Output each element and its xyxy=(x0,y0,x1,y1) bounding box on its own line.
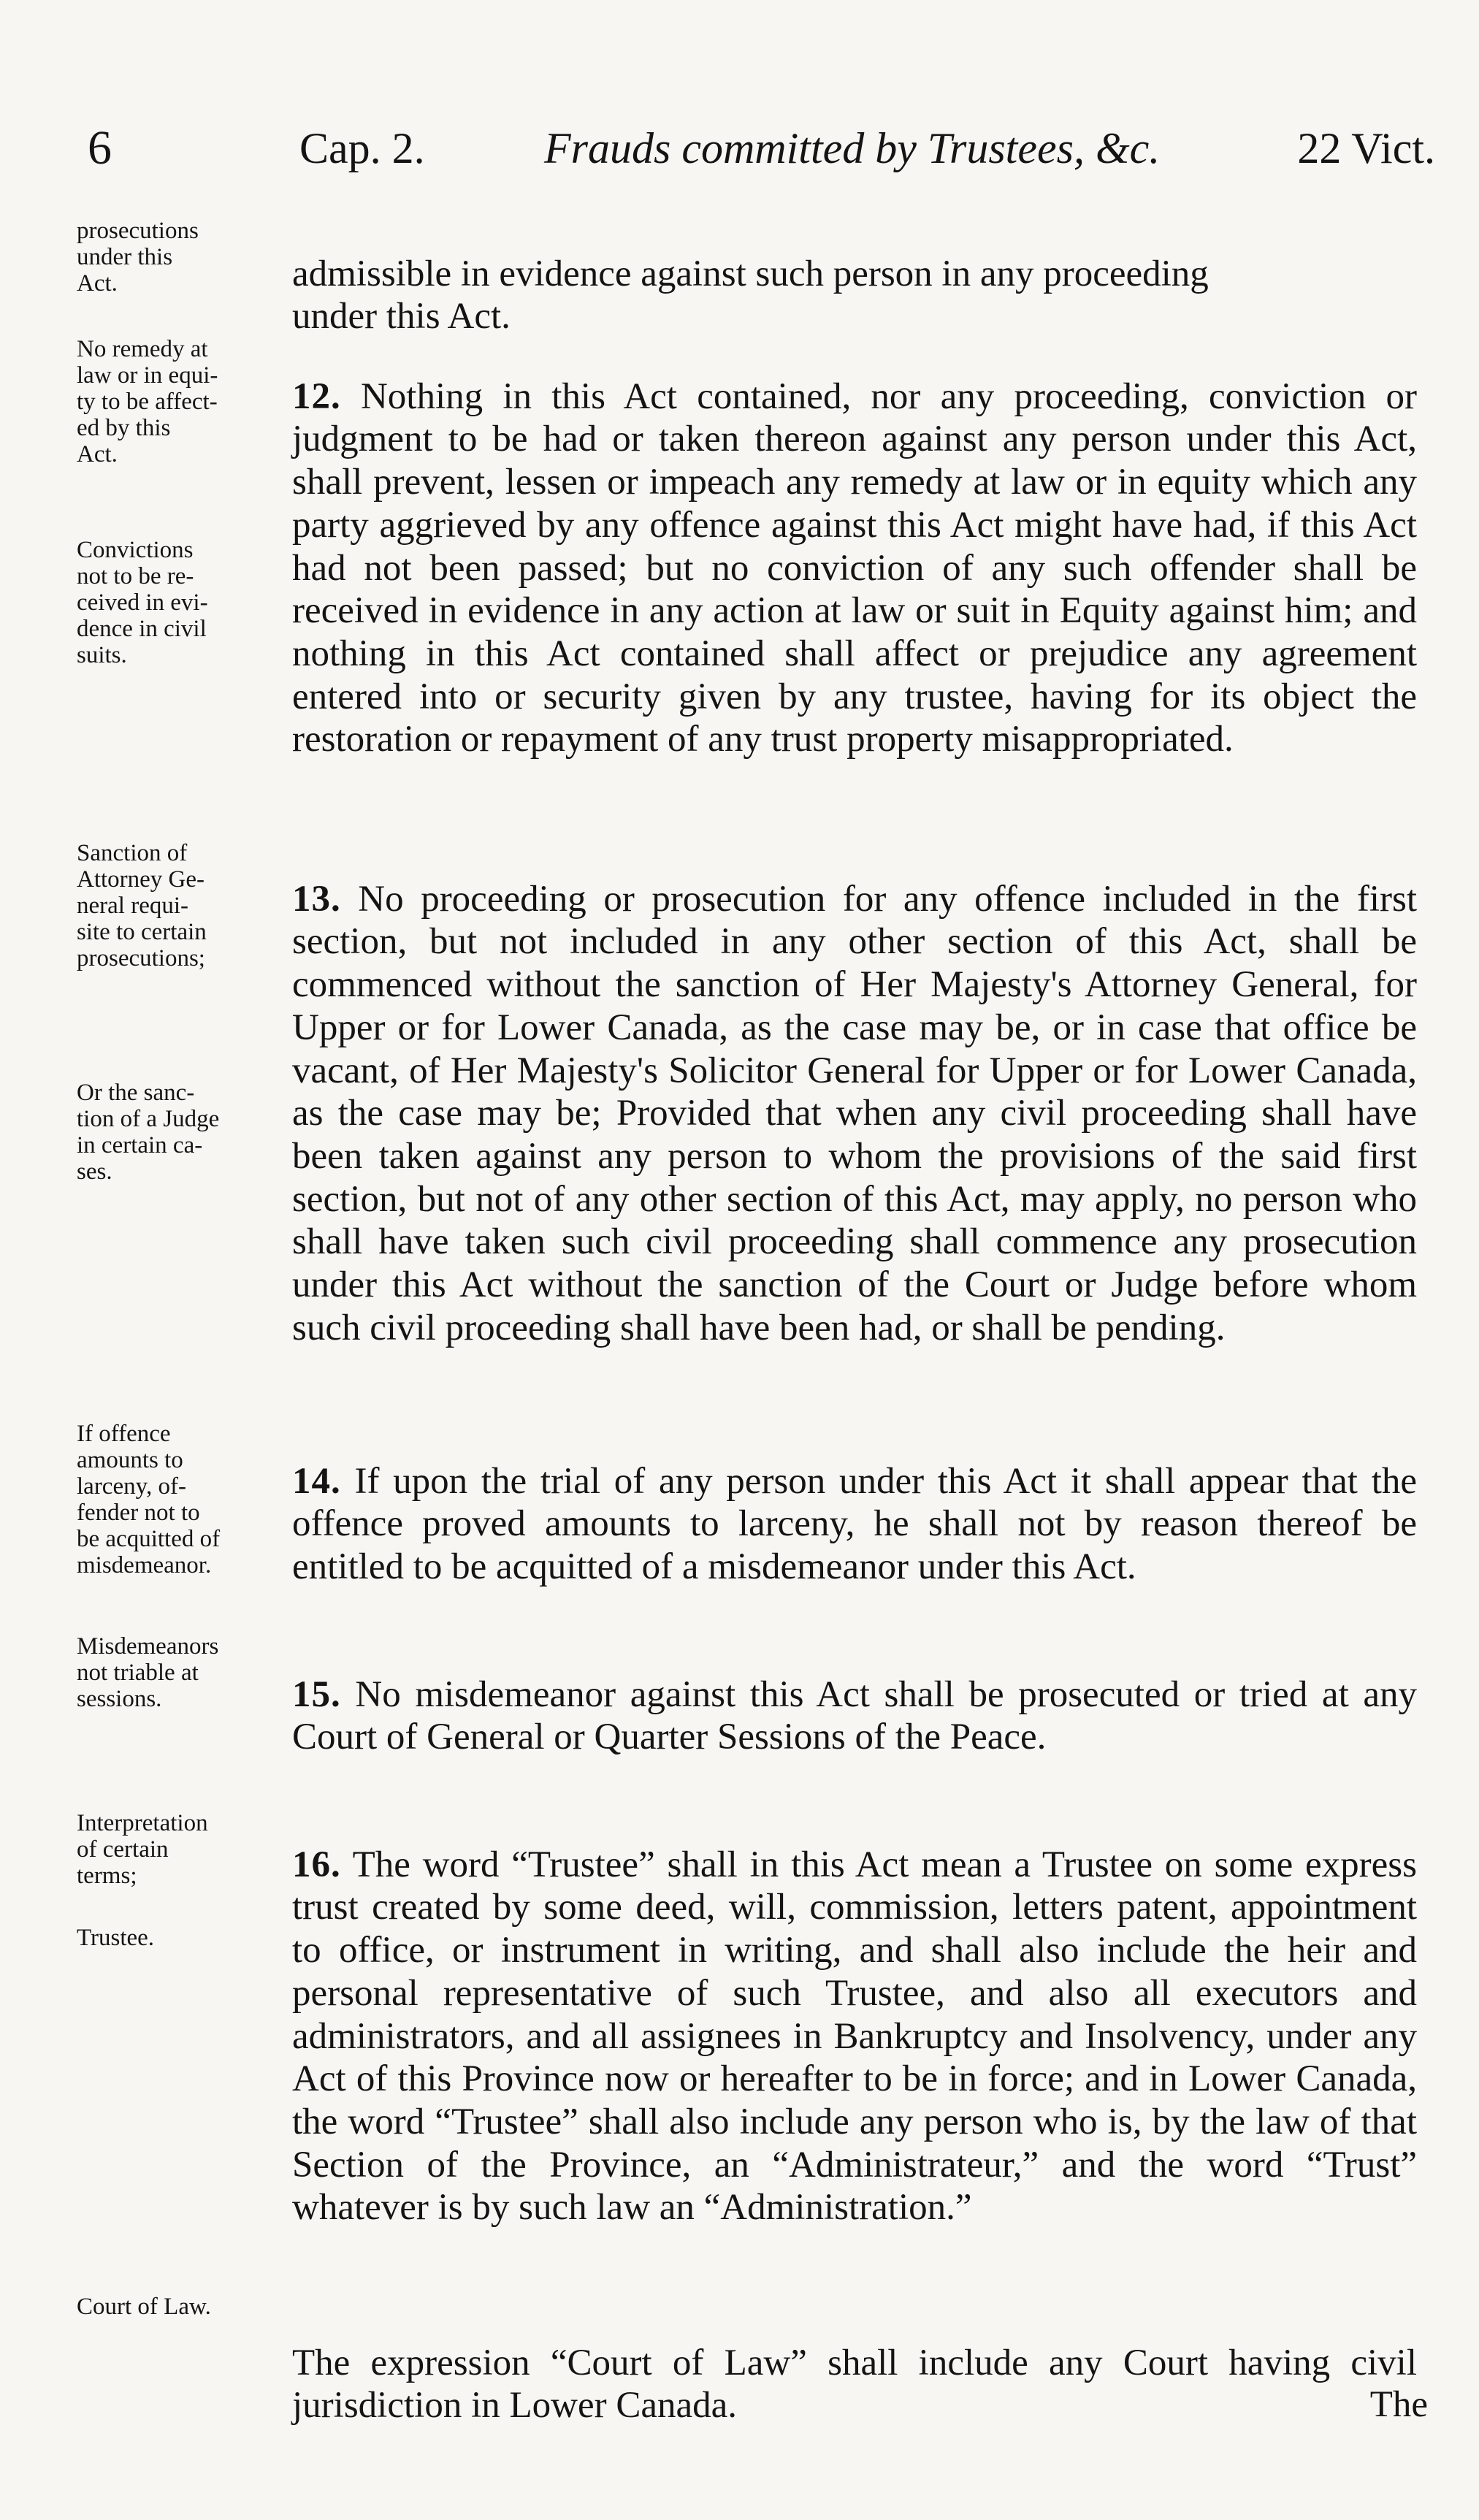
section-text: Nothing in this Act contained, nor any proceeding, conviction or judgment to be had or taken thereon against any person under this Act, shall prevent, lessen or impeach any remedy at law or in equity which any party aggrieved by any offence against this Act might have had, if this Act had not been passed; but no conviction of any such offender shall be received in evidence in any action at law or suit in Equity against him; and nothing in this Act contained shall affect or prejudice any agreement entered into or security given by any trustee, having for its object the restoration or repayment of any trust property misappropriated. xyxy=(292,375,1417,760)
section-14 xyxy=(292,1417,1417,1589)
section-text: admissible in evidence against such person in any proceeding under this Act. xyxy=(292,253,1209,337)
section-number: 13. xyxy=(292,878,341,920)
section-number: 15. xyxy=(292,1673,341,1715)
running-title: Frauds committed by Trustees, &c. xyxy=(544,124,1161,172)
section-continuation xyxy=(292,210,1417,338)
margin-note: Or the sanc- tion of a Judge in certain ca- ses. xyxy=(77,1080,220,1185)
court-of-law-paragraph xyxy=(292,2299,1417,2427)
section-number: 12. xyxy=(292,375,341,417)
section-16 xyxy=(292,1801,1417,2229)
section-text: No proceeding or prosecution for any offence included in the first section, but not included in any other section of this Act, shall be commenced without the sanction of Her Majesty's Attorney General, for Upper or for Lower Canada, as the case may be, or in case that office be vacant, of Her Majesty's Solicitor General for Upper or for Lower Canada, as the case may be; Provided that when any civil proceeding shall have been taken against any person to whom the provisions of the said first section, but not of any other section of this Act, may apply, no person who shall have taken such civil proceeding shall commence any prosecution under this Act without the sanction of the Court or Judge before whom such civil proceeding shall have been had, or shall be pending. xyxy=(292,878,1417,1348)
section-number: 14. xyxy=(292,1460,341,1502)
margin-note: Trustee. xyxy=(77,1925,155,1951)
margin-note: No remedy at law or in equi- ty to be affect- ed by this Act. xyxy=(77,336,218,467)
section-text: The word “Trustee” shall in this Act mean a Trustee on some express trust created by some deed, will, commission, letters patent, appointment to office, or instrument in writing, and shall also include the heir and personal representative of such Trustee, and also all executors and administrators, and all assignees in Bankruptcy and Insolvency, under any Act of this Province now or hereafter to be in force; and in Lower Canada, the word “Trustee” shall also include any person who is, by the law of that Section of the Province, an “Administrateur,” and the word “Trust” whatever is by such law an “Administration.” xyxy=(292,1844,1417,2229)
section-12 xyxy=(292,332,1417,761)
margin-note: If offence amounts to larceny, of- fender not to be acquitted of misdemeanor. xyxy=(77,1421,221,1578)
section-number: 16. xyxy=(292,1844,341,1885)
catchword: The xyxy=(1369,2384,1428,2425)
section-text: The expression “Court of Law” shall include any Court having civil jurisdiction in Lower Canada. xyxy=(292,2342,1417,2427)
margin-note: Sanction of Attorney Ge- neral requi- site to certain prosecutions; xyxy=(77,840,207,971)
margin-note: Court of Law. xyxy=(77,2294,211,2320)
page-number: 6 xyxy=(88,121,112,175)
margin-note: Convictions not to be re- ceived in evi- dence in civil suits. xyxy=(77,537,208,668)
section-text: No misdemeanor against this Act shall be prosecuted or tried at any Court of General or Quarter Sessions of the Peace. xyxy=(292,1673,1417,1758)
margin-note: prosecutions under this Act. xyxy=(77,218,199,297)
running-header xyxy=(88,115,1435,181)
chapter-number: Cap. 2. xyxy=(299,124,425,172)
section-15 xyxy=(292,1630,1417,1759)
margin-note: Interpretation of certain terms; xyxy=(77,1810,208,1889)
regnal-year: 22 Vict. xyxy=(1297,124,1435,172)
margin-note: Misdemeanors not triable at sessions. xyxy=(77,1633,219,1712)
section-13 xyxy=(292,835,1417,1349)
section-text: If upon the trial of any person under this Act it shall appear that the offence proved amounts to larceny, he shall not by reason thereof be entitled to be acquitted of a misdemeanor under this Act. xyxy=(292,1460,1417,1588)
